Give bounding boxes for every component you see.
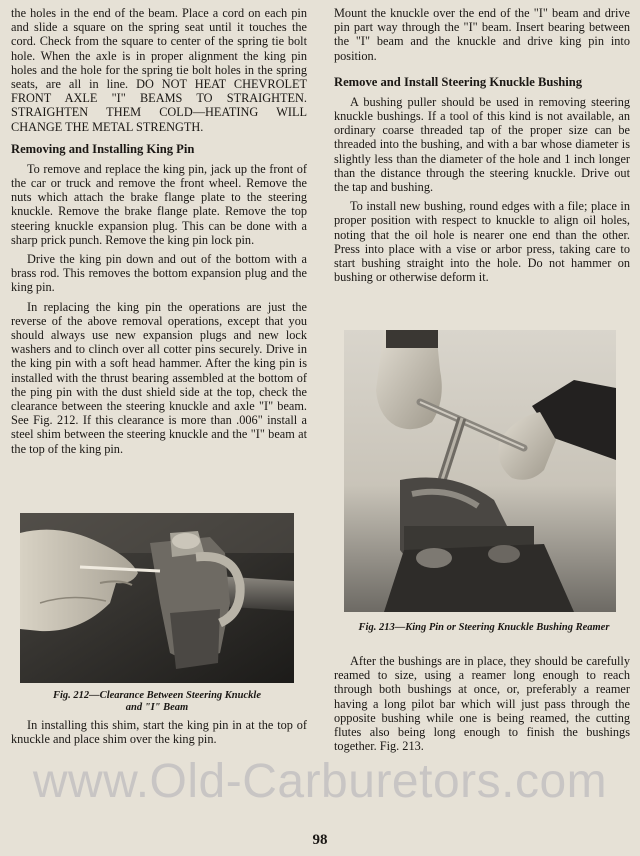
paragraph-replace-king-pin: In replacing the king pin the operations are just the reverse of the above removal operations, except that you should always use new expansion plugs and new lock washers and to clinch over all cotter pins securely. Drive in the king pin with a soft head hammer. After the king pin is installed with the thrust bearing assembled at the bottom of the ping pin with the dust shield side at the top, check the clearance between the steering knuckle and axle "I" beam. See Fig. 212. If this clearance is more than .006" install a steel shim between the steering knuckle and the "I" beam at the top of the king pin. xyxy=(11,299,307,456)
right-column-bottom xyxy=(334,654,630,758)
knuckle-clearance-illustration xyxy=(20,513,294,683)
paragraph-remove-king-pin: To remove and replace the king pin, jack up the front of the car or truck and remove the front wheel. Remove the nuts which attach the brake flange plate to the steering knuckle. Remove the brake flange plate. Remove the top steering knuckle expansion plug. This can be done with a sharp prick punch. Remove the king pin lock pin. xyxy=(11,161,307,247)
paragraph-axle-alignment: the holes in the end of the beam. Place a cord on each pin and slide a square on the spring seat until it touches the cord. Check from the square to center of the spring tie bolt hole. When the axle is in proper alignment the king pin holes and the hole for the spring tie bolt holes in the spring seats, are all in line. DO NOT HEAT CHEVROLET FRONT AXLE "I" BEAMS TO STRAIGHTEN. STRAIGHTEN THEM COLD—HEATING WILL CHANGE THE METAL STRENGTH. xyxy=(11,6,307,134)
figure-213-caption: Fig. 213—King Pin or Steering Knuckle Bushing Reamer xyxy=(358,622,610,633)
figure-213-photo xyxy=(344,330,616,612)
paragraph-bushing-puller: A bushing puller should be used in removing steering knuckle bushings. If a tool of this kind is not available, an ordinary coarse threaded tap of the proper size can be threaded into the bushing, and with a bar whose diameter is slightly less than the diameter of the hole and 1 inch longer than the distance through the steering knuckle. Drive out the tap and bushing. xyxy=(334,94,630,195)
right-column xyxy=(334,6,630,289)
figure-212-caption: Fig. 212—Clearance Between Steering Knuckle and "I" Beam xyxy=(53,690,261,713)
paragraph-ream-bushings: After the bushings are in place, they should be carefully reamed to size, using a reamer long enough to reach through both bushings at once, or, preferably a reamer having a long pilot bar which will just pass through the opposite bushing while one is being reamed, the cutting flutes also being long enough to finish the bushings together. Fig. 213. xyxy=(334,654,630,754)
paragraph-mount-knuckle: Mount the knuckle over the end of the "I" beam and drive pin part way through the "I" beam. Insert bearing between the "I" beam and the knuckle and drive king pin into position. xyxy=(334,6,630,63)
bushing-reamer-illustration xyxy=(344,330,616,612)
paragraph-drive-king-pin: Drive the king pin down and out of the bottom with a brass rod. This removes the bottom expansion plug and the king pin. xyxy=(11,252,307,295)
paragraph-install-bushing: To install new bushing, round edges with a file; place in proper position with respect to knuckle to align oil holes, noting that the oil hole is nearer one end than the other. Press into place with a vise or arbor press, taking care to start bushing straight into the hole. Do not hammer on bushing or otherwise deform it. xyxy=(334,199,630,285)
paragraph-install-shim: In installing this shim, start the king pin in at the top of knuckle and place shim over the king pin. xyxy=(11,718,307,747)
page-number: 98 xyxy=(312,832,328,848)
watermark-text: www.Old-Carburetors.com xyxy=(32,755,608,808)
heading-knuckle-bushing: Remove and Install Steering Knuckle Bushing xyxy=(334,74,583,89)
heading-king-pin: Removing and Installing King Pin xyxy=(11,141,195,156)
figure-212-photo xyxy=(20,513,294,683)
left-column-bottom xyxy=(11,718,307,751)
left-column xyxy=(11,6,307,461)
